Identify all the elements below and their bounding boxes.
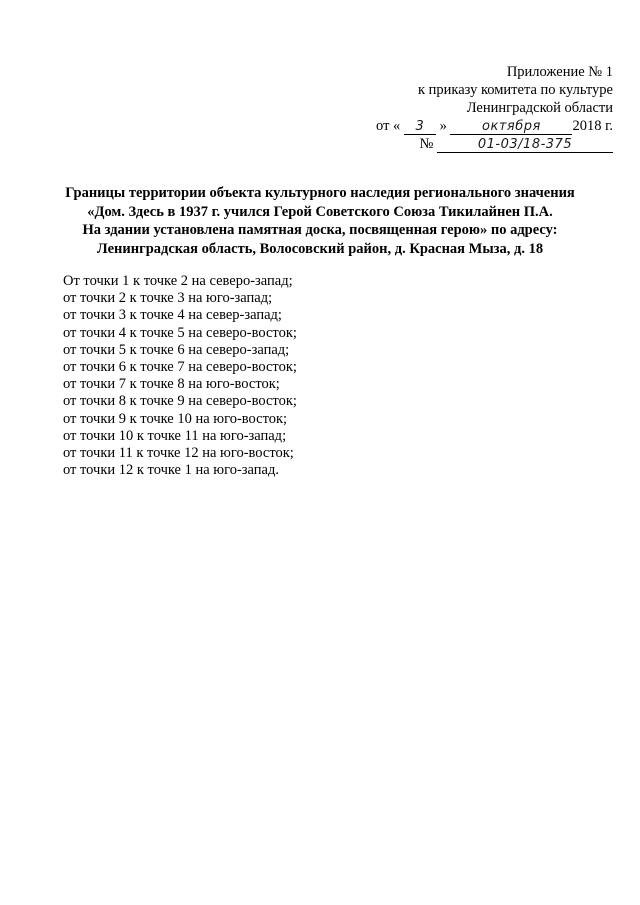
- appendix-number-line: [376, 135, 613, 153]
- point-item: от точки 6 к точке 7 на северо-восток;: [63, 359, 297, 376]
- point-item: от точки 7 к точке 8 на юго-восток;: [63, 376, 280, 393]
- appendix-title: Приложение № 1: [506, 64, 613, 80]
- point-item: от точки 8 к точке 9 на северо-восток;: [63, 393, 297, 410]
- point-item: от точки 12 к точке 1 на юго-запад.: [63, 462, 279, 479]
- title-line-4: Ленинградская область, Волосовский район, д. Красная Мыза, д. 18: [96, 240, 544, 257]
- title-line-2: «Дом. Здесь в 1937 г. учился Герой Советского Союза Тикилайнен П.А.: [87, 203, 553, 220]
- boundary-points-list: [63, 273, 297, 479]
- title-line-3: На здании установлена памятная доска, посвященная герою» по адресу:: [82, 222, 558, 238]
- document-title: [0, 184, 640, 258]
- appendix-date-line: [376, 117, 613, 135]
- point-item: от точки 9 к точке 10 на юго-восток;: [63, 410, 288, 427]
- appendix-header: [376, 63, 613, 153]
- date-mid: »: [439, 118, 447, 134]
- order-number-handwritten: 01-03/18-375: [437, 137, 613, 153]
- date-day-handwritten: 3: [404, 119, 436, 135]
- point-item: От точки 1 к точке 2 на северо-запад;: [63, 273, 293, 289]
- date-prefix: от «: [376, 118, 401, 134]
- point-item: от точки 10 к точке 11 на юго-запад;: [63, 427, 287, 444]
- date-month-handwritten: октября: [450, 119, 572, 135]
- point-item: от точки 5 к точке 6 на северо-запад;: [63, 341, 290, 358]
- point-item: от точки 2 к точке 3 на юго-запад;: [63, 290, 273, 307]
- point-item: от точки 3 к точке 4 на север-запад;: [63, 307, 282, 324]
- point-item: от точки 4 к точке 5 на северо-восток;: [63, 324, 297, 341]
- appendix-order-ref: к приказу комитета по культуре: [417, 82, 613, 98]
- point-item: от точки 11 к точке 12 на юго-восток;: [63, 445, 294, 462]
- number-prefix: №: [419, 136, 434, 152]
- date-year: 2018 г.: [572, 118, 613, 134]
- title-line-1: Границы территории объекта культурного наследия регионального значения: [65, 185, 575, 201]
- appendix-region: Ленинградской области: [466, 100, 613, 116]
